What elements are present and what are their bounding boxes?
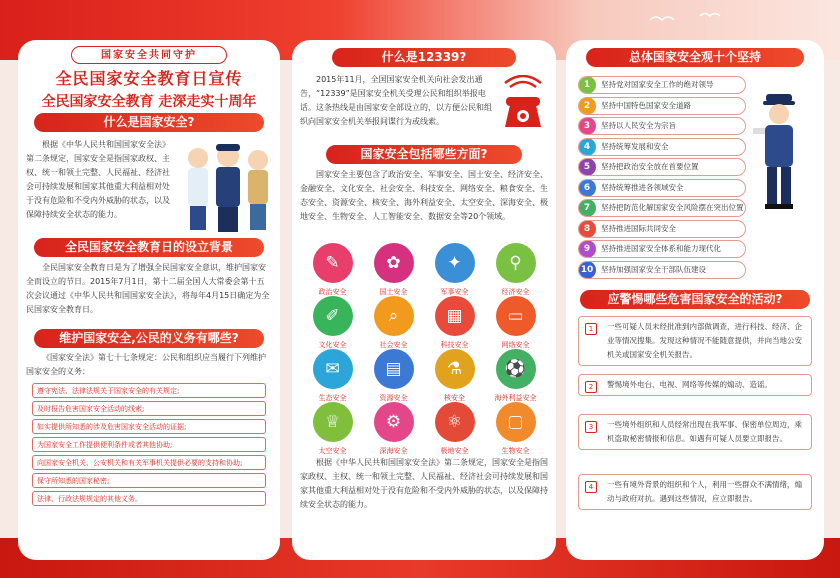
security-area-label: 国土安全: [379, 288, 408, 296]
security-area-item: [485, 402, 546, 456]
security-area-label: 网络安全: [501, 341, 530, 349]
security-area-label: 政治安全: [318, 288, 347, 296]
security-area-label: 深海安全: [379, 447, 408, 455]
duties-list: [18, 383, 280, 506]
activity-item: [578, 316, 812, 366]
section-title-what-is-security: 什么是国家安全?: [34, 113, 264, 132]
dangerous-activities-list: [566, 316, 824, 556]
day-background-text: 全民国家安全教育日是为了增强全民国家安全意识，维护国家安全而设立的节日。2015年7月1日，第十二届全国人大常委会第十五次会议通过《中华人民共和国国家安全法》，将每年4月15日确定为全民国家安全教育日。: [26, 263, 270, 314]
adherence-text: 坚持统筹推进各领域安全: [601, 182, 684, 192]
map-icon: ✿: [374, 243, 414, 283]
adherence-number: 5: [578, 158, 596, 176]
security-area-item: [424, 296, 485, 350]
sub-headline: 全民国家安全教育 走深走实十周年: [41, 94, 257, 110]
security-area-item: [363, 402, 424, 456]
board-icon: ▭: [496, 296, 536, 336]
activity-text: 警惕境外电台、电视、网络等传媒的煽动、造谣。: [607, 380, 772, 389]
security-area-item: [363, 243, 424, 297]
adherence-item: [578, 220, 746, 238]
adherence-item: [578, 261, 746, 279]
figures-illustration: [178, 138, 274, 234]
security-area-item: [302, 296, 363, 350]
adherence-item: [578, 138, 746, 156]
adherence-text: 坚持以人民安全为宗旨: [601, 121, 676, 130]
adherence-number: 7: [578, 199, 596, 217]
adherence-text: 坚持把防范化解国家安全风险摆在突出位置: [601, 203, 744, 212]
pencil-icon: ✎: [313, 243, 353, 283]
security-area-label: 海外利益安全: [494, 394, 537, 402]
duty-item: 如实提供所知悉的涉及危害国家安全活动的证据;: [32, 419, 266, 434]
adherence-text: 坚持推进国际共同安全: [601, 223, 676, 233]
duty-item: 法律、行政法规规定的其他义务。: [32, 491, 266, 506]
guard-tag: 国家安全共同守护: [71, 46, 227, 64]
atom-icon: ⚛: [435, 402, 475, 442]
adherence-text: 坚持推进国家安全体系和能力现代化: [601, 244, 721, 253]
telephone-icon: [500, 75, 546, 135]
adherence-text: 坚持统筹发展和安全: [601, 141, 669, 151]
security-area-label: 生态安全: [318, 394, 347, 402]
adherence-number: 4: [578, 138, 596, 156]
right-panel: [566, 40, 824, 560]
clip-icon: ⚲: [496, 243, 536, 283]
security-area-item: [363, 296, 424, 350]
security-definition-text: 根据《中华人民共和国国家安全法》第二条规定，国家安全是指国家政权、主权、统一和领土完整、人民福祉、经济社会可持续发展和国家其他重大利益相对处于没有危险和不受内外威胁的状态，以及保障持续安全状态的能力。: [300, 458, 548, 509]
activity-item: [578, 374, 812, 396]
security-area-item: [485, 243, 546, 297]
police-officer-illustration: [750, 92, 808, 212]
security-area-item: [424, 402, 485, 456]
adherence-text: 坚持把政治安全放在首要位置: [601, 162, 699, 171]
security-area-item: [302, 349, 363, 403]
adherence-number: 9: [578, 240, 596, 258]
activity-number: 4: [585, 481, 597, 493]
security-area-label: 极地安全: [440, 447, 469, 455]
magnifier-icon: ⌕: [374, 296, 414, 336]
duty-item: 及时报告危害国家安全活动的线索;: [32, 401, 266, 416]
security-area-label: 军事安全: [440, 288, 469, 296]
duty-item: 向国家安全机关、公安机关和有关军事机关提供必要的支持和协助;: [32, 455, 266, 470]
left-panel: [18, 40, 280, 560]
brush-icon: ✐: [313, 296, 353, 336]
book-icon: ▤: [374, 349, 414, 389]
main-headline: 全民国家安全教育日宣传: [55, 69, 243, 88]
security-area-label: 经济安全: [501, 288, 530, 296]
birds-decoration: [640, 8, 750, 28]
activity-item: [578, 414, 812, 450]
adherence-text: 坚持加强国家安全干部队伍建设: [601, 264, 706, 274]
adherence-text: 坚持中国特色国家安全道路: [601, 100, 691, 110]
adherence-item: [578, 199, 746, 217]
hotline-text: 2015年11月，全国国家安全机关向社会发出通告，“12339”是国家安全机关受理公民和组织举报电话。这条热线是由国家安全部设立的，以方便公民和组织向国家安全机关举报间谍行为或线索。: [300, 75, 492, 126]
mail-icon: ✉: [313, 349, 353, 389]
activity-number: 2: [585, 381, 597, 393]
what-is-security-text: 根据《中华人民共和国国家安全法》第二条规定，国家安全是指国家政权、主权、统一和领土完整、人民福祉、经济社会可持续发展和国家其他重大利益相对处于没有危险和不受内外威胁的状态，以及保障持续安全状态的能力。: [26, 140, 170, 219]
security-area-item: [485, 296, 546, 350]
section-title-day-background: 全民国家安全教育日的设立背景: [34, 238, 264, 257]
middle-panel: [292, 40, 556, 560]
adherence-number: 3: [578, 117, 596, 135]
security-area-item: [424, 243, 485, 297]
adherence-number: 10: [578, 261, 596, 279]
section-title-security-areas: 国家安全包括哪些方面?: [326, 145, 522, 164]
adherence-text: 坚持党对国家安全工作的绝对领导: [601, 80, 714, 89]
security-area-label: 资源安全: [379, 394, 408, 402]
ball-icon: ⚽: [496, 349, 536, 389]
security-area-label: 生物安全: [501, 447, 530, 455]
activity-text: 一些有境外背景的组织和个人，利用一些群众不满情绪，煽动与政府对抗。遇到这些情况，应立即报告。: [607, 480, 802, 503]
cup-icon: ♕: [313, 402, 353, 442]
duty-item: 保守所知悉的国家秘密;: [32, 473, 266, 488]
activity-number: 1: [585, 323, 597, 335]
adherence-item: [578, 97, 746, 115]
network-icon: ✦: [435, 243, 475, 283]
security-area-item: [363, 349, 424, 403]
adherence-number: 6: [578, 179, 596, 197]
security-areas-text: 国家安全主要包含了政治安全、军事安全、国土安全、经济安全、金融安全、文化安全、社会安全、科技安全、网络安全、粮食安全、生态安全、资源安全、核安全、海外利益安全、太空安全、深海安全、极地安全、生物安全、人工智能安全、数据安全等20个领域。: [300, 170, 548, 221]
security-area-label: 社会安全: [379, 341, 408, 349]
section-title-12339: 什么是12339?: [332, 48, 516, 67]
adherence-number: 1: [578, 76, 596, 94]
security-area-item: [302, 402, 363, 456]
tube-icon: ⚙: [374, 402, 414, 442]
adherence-item: [578, 117, 746, 135]
citizen-duties-intro: 《国家安全法》第七十七条规定：公民和组织应当履行下列维护国家安全的义务：: [26, 353, 266, 376]
security-area-label: 科技安全: [440, 341, 469, 349]
section-title-citizen-duties: 维护国家安全,公民的义务有哪些?: [34, 329, 264, 348]
adherence-number: 2: [578, 97, 596, 115]
adherence-item: [578, 240, 746, 258]
security-area-item: [302, 243, 363, 297]
duty-item: 为国家安全工作提供便利条件或者其他协助;: [32, 437, 266, 452]
flask-icon: ⚗: [435, 349, 475, 389]
presentation-icon: ▢: [496, 402, 536, 442]
adherence-item: [578, 76, 746, 94]
calculator-icon: ▦: [435, 296, 475, 336]
activity-number: 3: [585, 421, 597, 433]
activity-text: 一些境外组织和人员经常出现在我军事、保密单位周边，乘机盗取秘密情报和信息。如遇有可疑人员要立即报告。: [607, 420, 802, 443]
section-title-dangerous-activities: 应警惕哪些危害国家安全的活动?: [580, 290, 810, 309]
security-area-label: 太空安全: [318, 447, 347, 455]
security-area-item: [485, 349, 546, 403]
security-area-label: 核安全: [444, 394, 465, 402]
activity-text: 一些可疑人员未经批准到内部做调查，进行科技、经济、企业等情况搜集。发现这种情况不能随意提供，并向当地公安机关或国家安全机关报告。: [607, 322, 802, 359]
section-title-ten-adherences: 总体国家安全观十个坚持: [586, 48, 804, 67]
adherence-item: [578, 179, 746, 197]
security-area-label: 文化安全: [318, 341, 347, 349]
adherence-item: [578, 158, 746, 176]
activity-item: [578, 474, 812, 510]
security-area-item: [424, 349, 485, 403]
duty-item: 遵守宪法、法律法规关于国家安全的有关规定;: [32, 383, 266, 398]
adherence-number: 8: [578, 220, 596, 238]
